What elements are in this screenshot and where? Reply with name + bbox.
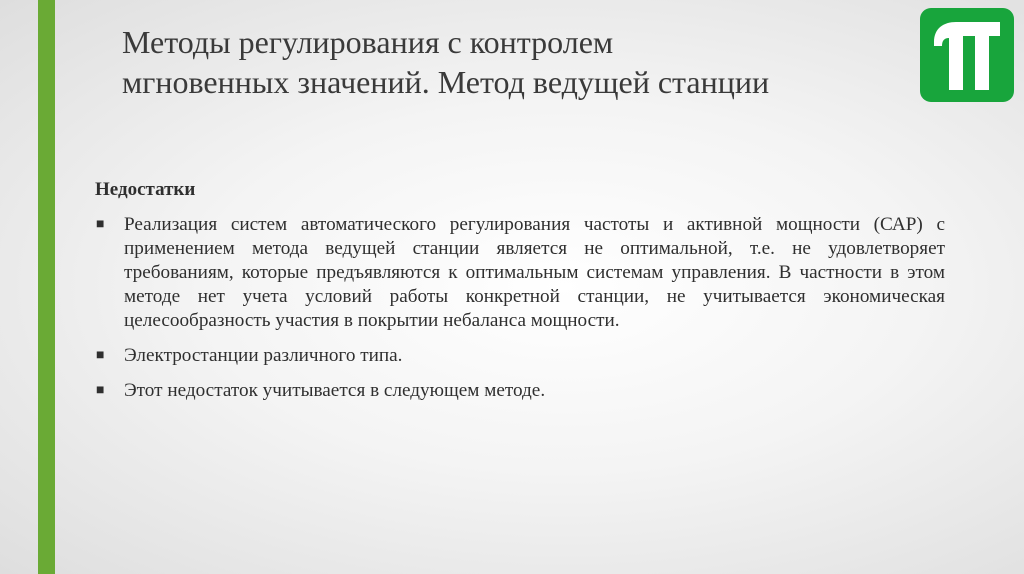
square-bullet-icon: ■ [96,348,105,363]
slide-content [95,178,945,414]
square-bullet-icon: ■ [96,217,105,232]
bullet-item [95,379,945,403]
section-heading: Недостатки [95,179,196,200]
bullet-text: Реализация систем автоматического регулирования частоты и активной мощности (САР) с применением метода ведущей станции является не оптимальной, т.е. не удовлетворяет требованиям, которые предъявляются к оптимальным системам управления. В частности в этом методе нет учета условий работы конкретной станции, не учитывается экономическая целесообразность участия в покрытии небаланса мощности. [124,214,945,331]
slide-title-line-2: мгновенных значений. Метод ведущей станции [122,64,770,100]
slide-title [122,22,912,102]
square-bullet-icon: ■ [96,383,105,398]
pi-logo-icon [920,8,1014,102]
pi-logo-glyph [920,8,1014,102]
left-accent-bar [38,0,55,574]
bullet-item [95,344,945,368]
bullet-text: Этот недостаток учитывается в следующем методе. [124,380,546,401]
bullet-item [95,213,945,333]
bullet-text: Электростанции различного типа. [124,345,403,366]
slide-title-line-1: Методы регулирования с контролем [122,24,614,60]
